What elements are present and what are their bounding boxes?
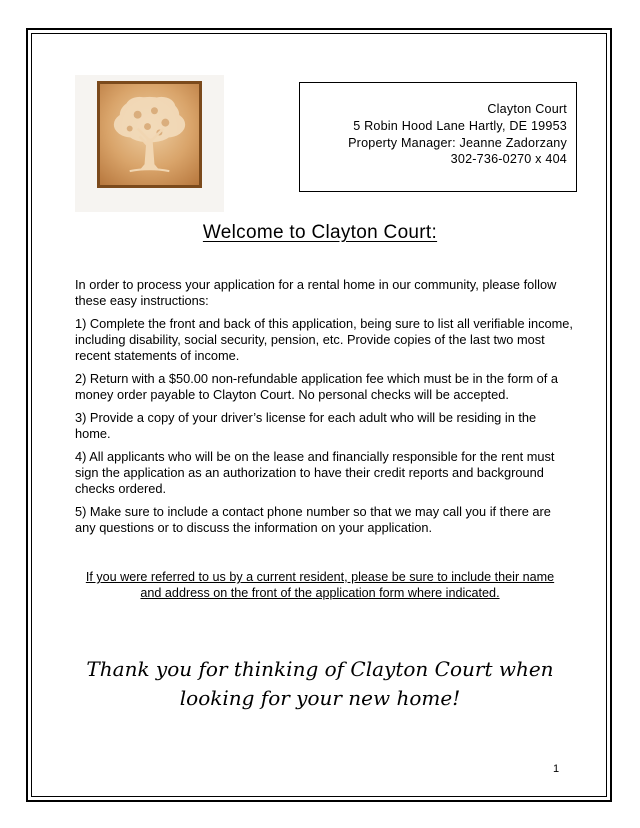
instruction-item: 4) All applicants who will be on the lease and financially responsible for the rent must sign the application as an authorization to have their credit reports and background checks ordered. [75, 449, 555, 496]
intro-paragraph: In order to process your application for a rental home in our community, please follow these easy instructions: [75, 277, 557, 308]
property-manager: Property Manager: Jeanne Zadorzany [348, 135, 567, 150]
logo [75, 75, 224, 212]
page-title-wrap [0, 222, 640, 244]
instruction-item: 5) Make sure to include a contact phone number so that we may call you if there are any questions or to discuss the information on your application. [75, 504, 551, 535]
property-phone: 302-736-0270 x 404 [450, 152, 567, 167]
page-title: Welcome to Clayton Court: [202, 222, 438, 243]
instruction-item: 1) Complete the front and back of this application, being sure to list all verifiable income, including disability, social security, pension, etc. Provide copies of the last two most recent statements of income. [75, 316, 573, 363]
page-number: 1 [553, 763, 560, 775]
address-box [299, 82, 577, 192]
instruction-item: 2) Return with a $50.00 non-refundable application fee which must be in the form of a money order payable to Clayton Court. No personal checks will be accepted. [75, 370, 559, 402]
logo-frame [97, 81, 202, 188]
property-address: 5 Robin Hood Lane Hartly, DE 19953 [353, 118, 567, 133]
referral-note: If you were referred to us by a current resident, please be sure to include their name and address on the front of the application form where indicated. [85, 570, 555, 600]
closing-message: Thank you for thinking of Clayton Court when looking for your new home! [86, 657, 554, 710]
instructions-section [75, 277, 575, 543]
instruction-item: 3) Provide a copy of your driver’s license for each adult who will be residing in the home. [75, 410, 537, 441]
property-name: Clayton Court [487, 102, 567, 116]
tree-icon [100, 84, 199, 185]
